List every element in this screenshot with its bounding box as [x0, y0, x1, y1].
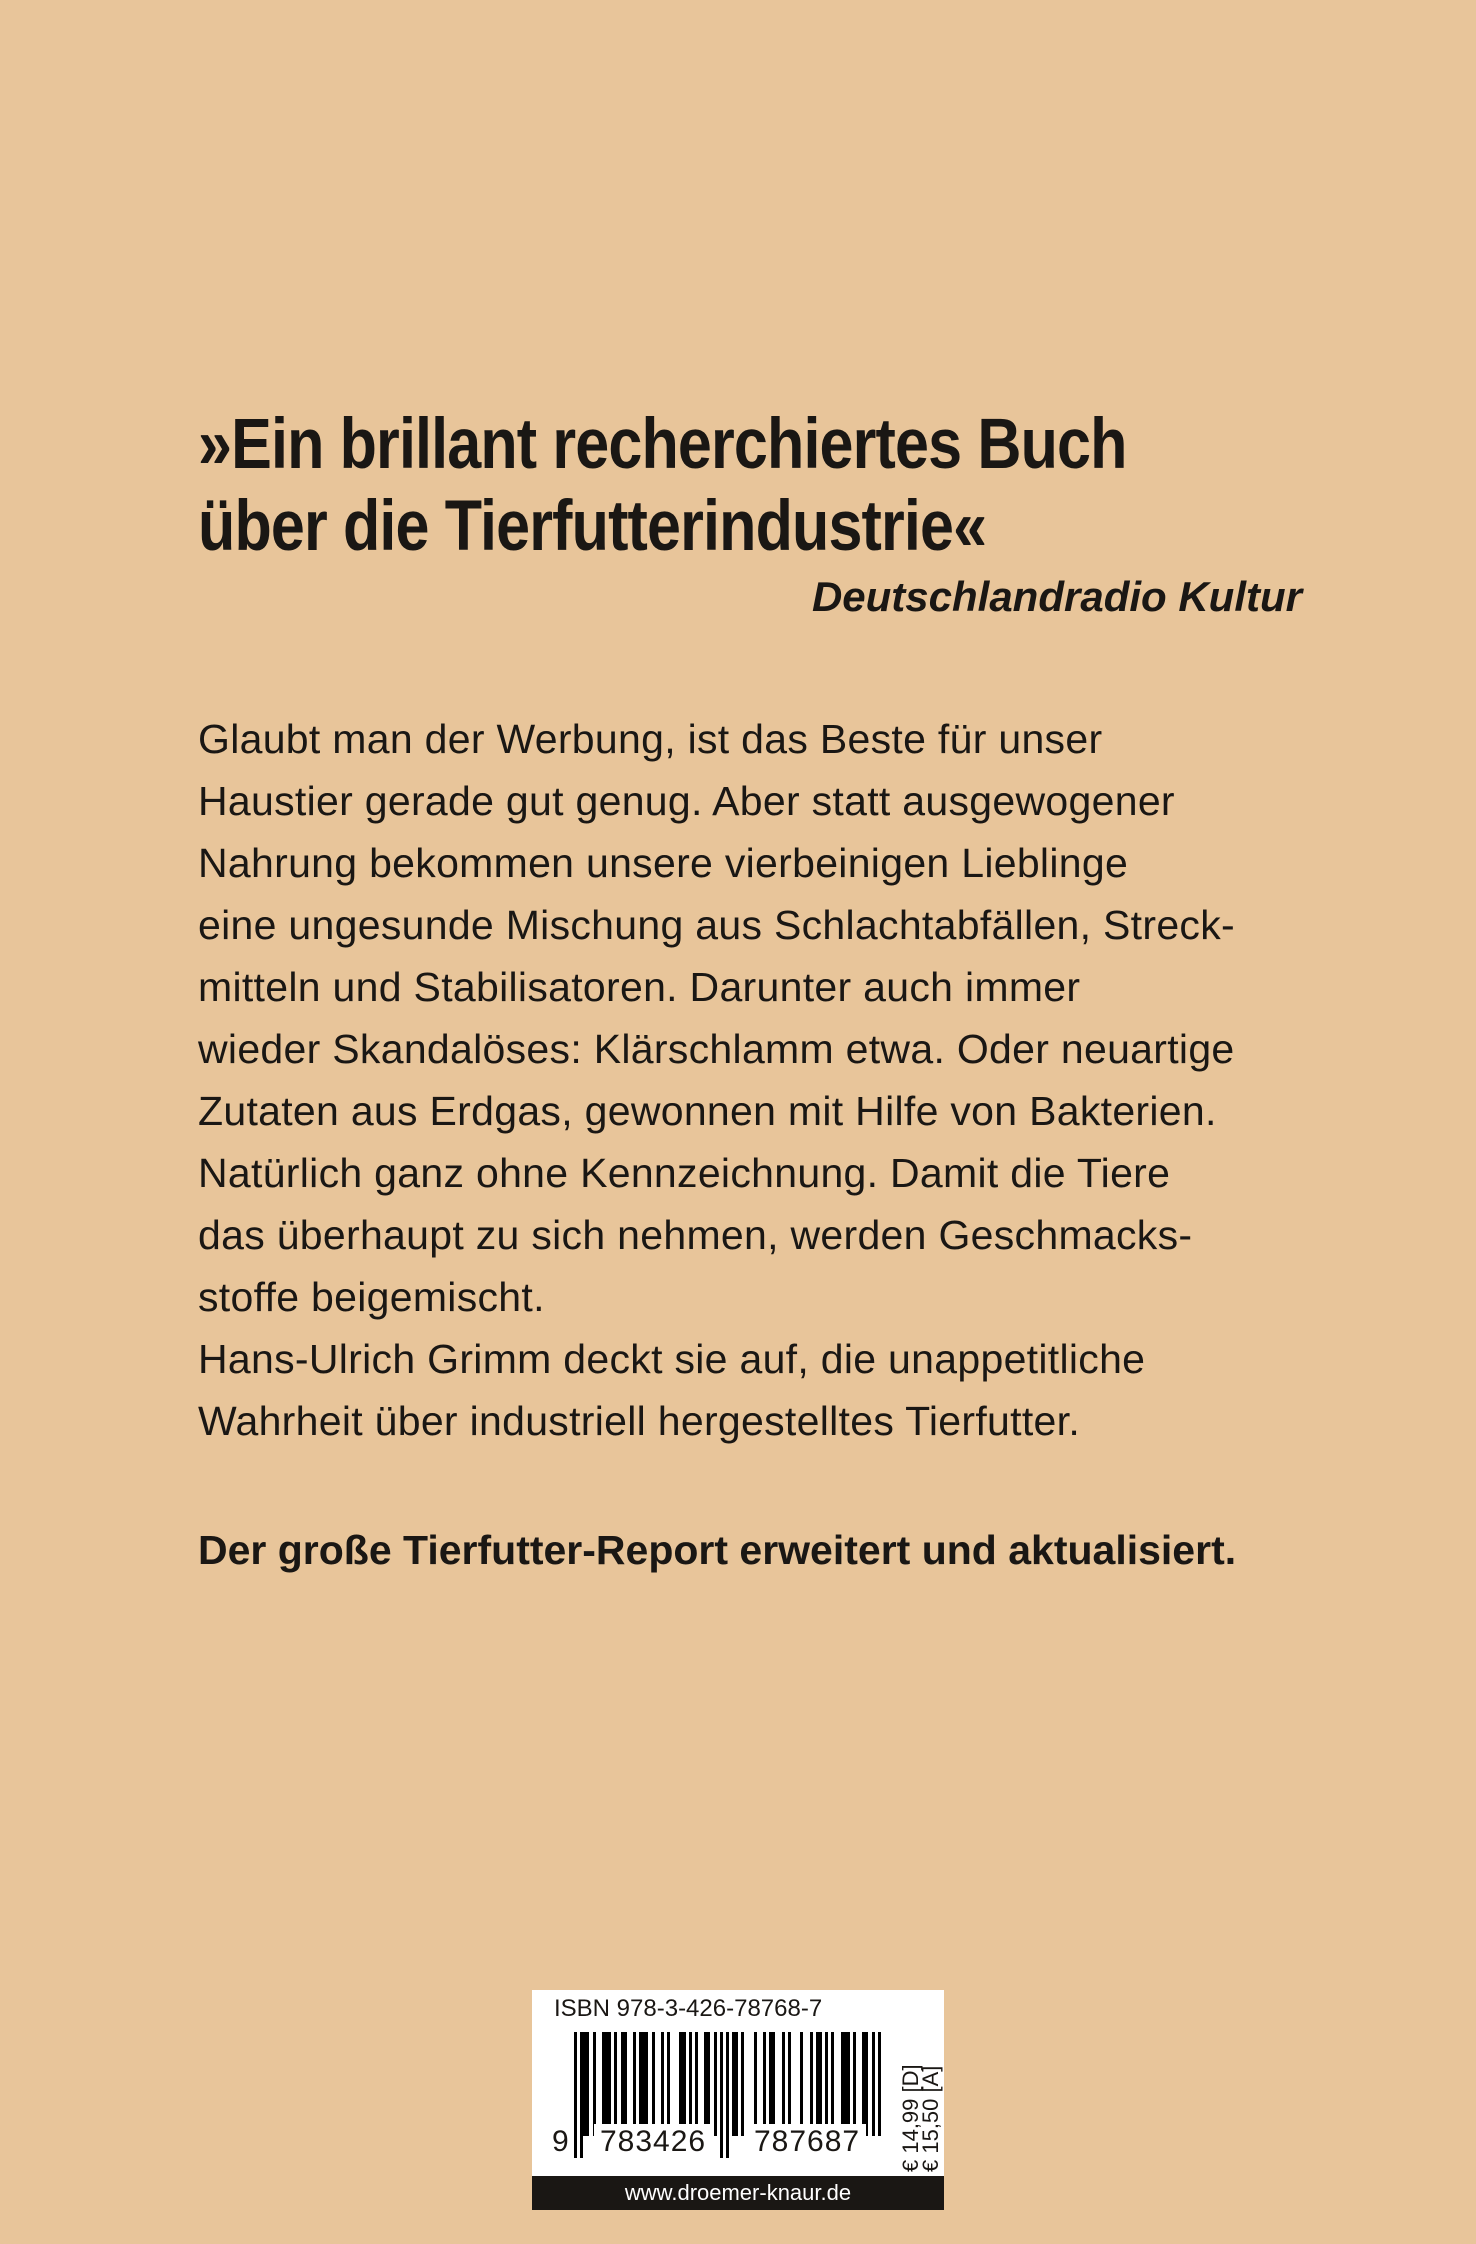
price-austria: € 15,50 [A] — [918, 2065, 943, 2172]
barcode-bar — [782, 2032, 785, 2136]
blurb-line: stoffe beigemischt. — [198, 1274, 545, 1320]
barcode-bar — [714, 2032, 717, 2136]
barcode-bar — [831, 2032, 834, 2136]
quote-source: Deutschlandradio Kultur — [811, 573, 1302, 620]
barcode-bar — [583, 2032, 589, 2136]
barcode-bar — [841, 2032, 850, 2136]
blurb-line: Haustier gerade gut genug. Aber statt ausgewogener — [198, 778, 1175, 824]
blurb-text — [198, 708, 1378, 1452]
barcode-bar — [741, 2032, 744, 2136]
barcode-bar — [816, 2032, 822, 2136]
barcode-first-digit: 9 — [552, 2125, 569, 2158]
barcode-bar — [825, 2032, 828, 2136]
barcode-bar — [726, 2032, 729, 2158]
barcode-digit-group-1: 783426 — [594, 2124, 712, 2160]
blurb-line: Zutaten aus Erdgas, gewonnen mit Hilfe von Bakterien. — [198, 1088, 1217, 1134]
barcode-bar — [695, 2032, 698, 2136]
barcode-bar — [621, 2032, 627, 2136]
barcode-bar — [853, 2032, 856, 2136]
cover-quote — [198, 404, 1161, 568]
barcode-bar — [679, 2032, 685, 2136]
barcode-bar — [661, 2032, 664, 2136]
price-block — [898, 2026, 942, 2176]
blurb-line: Hans-Ulrich Grimm deckt sie auf, die unappetitliche — [198, 1336, 1146, 1382]
blurb-line: wieder Skandalöses: Klärschlamm etwa. Oder neuartige — [198, 1026, 1235, 1072]
blurb-line: Glaubt man der Werbung, ist das Beste für unser — [198, 716, 1103, 762]
barcode-bar — [633, 2032, 636, 2136]
barcode-bar — [763, 2032, 766, 2136]
barcode-bar — [614, 2032, 617, 2136]
blurb-line: das überhaupt zu sich nehmen, werden Geschmacks- — [198, 1212, 1193, 1258]
barcode-digit-group-2: 787687 — [748, 2124, 866, 2160]
barcode-bar — [574, 2032, 577, 2158]
tagline: Der große Tierfutter-Report erweitert und aktualisiert. — [198, 1527, 1237, 1573]
barcode-bar — [800, 2032, 803, 2136]
barcode-label — [532, 1990, 944, 2176]
blurb-line: mitteln und Stabilisatoren. Darunter auch immer — [198, 964, 1081, 1010]
barcode-bar — [652, 2032, 655, 2136]
barcode-bar — [810, 2032, 813, 2136]
publisher-website[interactable]: www.droemer-knaur.de — [532, 2176, 944, 2210]
price-germany: € 14,99 [D] — [898, 2064, 923, 2172]
barcode-bar — [788, 2032, 791, 2136]
barcode-bar — [878, 2032, 881, 2136]
quote-line-2: über die Tierfutterindustrie« — [198, 487, 987, 566]
barcode-bar — [639, 2032, 648, 2136]
isbn-number: ISBN 978-3-426-78768-7 — [554, 1995, 823, 2022]
barcode-bar — [732, 2032, 738, 2136]
barcode-bar — [602, 2032, 611, 2136]
barcode-bar — [872, 2032, 875, 2136]
blurb-line: Nahrung bekommen unsere vierbeinigen Lieblinge — [198, 840, 1129, 886]
barcode-bar — [704, 2032, 710, 2136]
blurb-line: Wahrheit über industriell hergestelltes Tierfutter. — [198, 1398, 1081, 1444]
blurb-line: Natürlich ganz ohne Kennzeichnung. Damit die Tiere — [198, 1150, 1171, 1196]
barcode-bar — [862, 2032, 868, 2136]
barcode-bar — [667, 2032, 670, 2136]
barcode-bar — [769, 2032, 775, 2136]
barcode-bar — [689, 2032, 692, 2136]
barcode-bar — [720, 2032, 723, 2158]
quote-line-1: »Ein brillant recherchiertes Buch — [198, 405, 1127, 484]
blurb-line: eine ungesunde Mischung aus Schlachtabfällen, Streck- — [198, 902, 1235, 948]
barcode-bar — [754, 2032, 757, 2136]
barcode-bar — [593, 2032, 596, 2136]
